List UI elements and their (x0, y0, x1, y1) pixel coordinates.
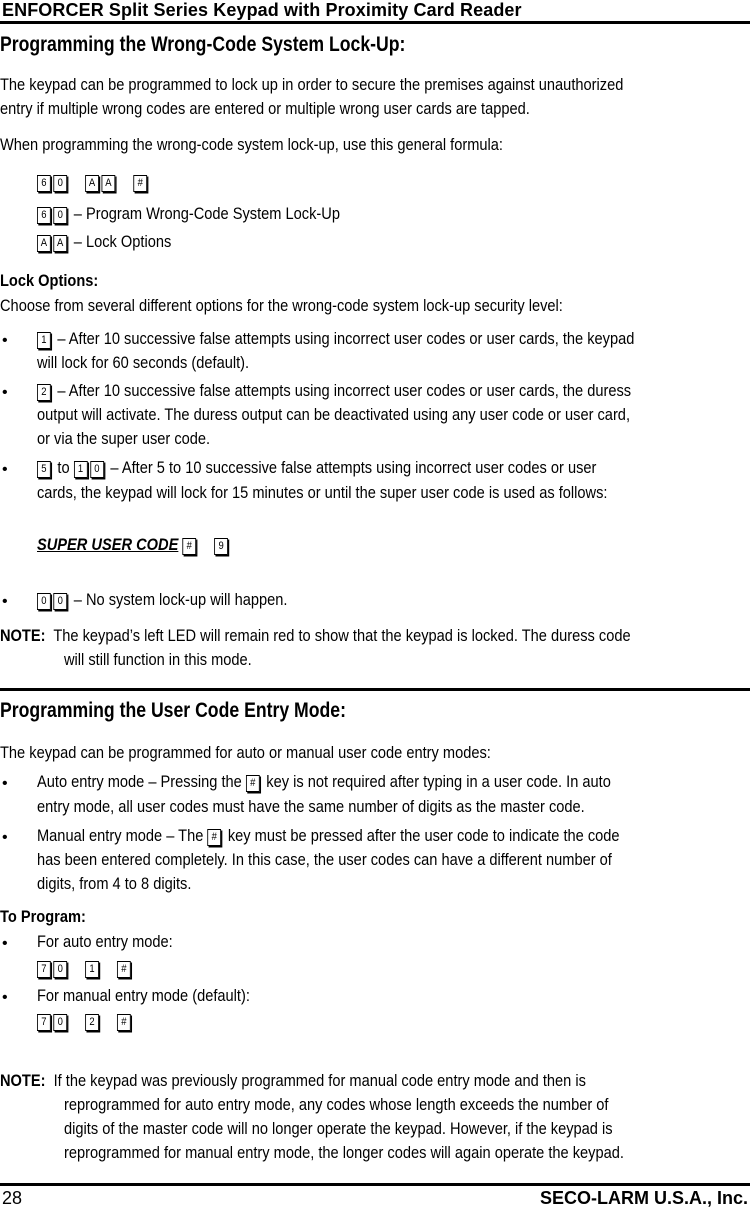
entry-note-line-3: digits of the master code will no longer operate the keypad. However, if the keypad is (64, 1119, 613, 1138)
super-user-code-label: SUPER USER CODE (37, 535, 179, 554)
note-label: NOTE: (0, 626, 46, 645)
manual-entry-line-2: has been entered completely. In this case, the user codes can have a different number of (37, 850, 612, 869)
lock-options-heading: Lock Options: (0, 271, 99, 290)
lockup-formula-intro: When programming the wrong-code system lock-up, use this general formula: (0, 135, 503, 154)
lock-option-2-line-2: output will activate. The duress output can be deactivated using any user code or user card, (37, 405, 631, 424)
bullet: • (2, 935, 8, 952)
lock-option-1-line-1 (37, 327, 634, 351)
key-7: 7 (37, 1014, 51, 1031)
key-a: A (85, 175, 99, 192)
section-title-entry-mode: Programming the User Code Entry Mode: (0, 699, 346, 722)
lockup-intro-line-2: entry if multiple wrong codes are entered or multiple wrong user cards are tapped. (0, 99, 530, 118)
lockup-intro-line-1: The keypad can be programmed to lock up in order to secure the premises against unauthorized (0, 75, 624, 94)
auto-entry-text-a: Auto entry mode – Pressing the (37, 772, 242, 791)
auto-entry-text-b: key is not required after typing in a user code. In auto (266, 772, 611, 791)
lock-option-4-text: – No system lock-up will happen. (73, 590, 288, 609)
key-a: A (37, 235, 51, 252)
super-user-code-sequence (37, 533, 231, 557)
key-a: A (102, 175, 116, 192)
bullet: • (2, 461, 8, 478)
key-hash: # (133, 175, 147, 192)
key-0: 0 (53, 175, 67, 192)
key-hash: # (182, 538, 196, 555)
entry-note-line-1 (0, 1069, 586, 1093)
for-auto-label: For auto entry mode: (37, 932, 173, 951)
section-divider (0, 688, 750, 691)
lockup-note-line-1 (0, 624, 631, 648)
manual-entry-text-a: Manual entry mode – The (37, 826, 204, 845)
for-manual-label: For manual entry mode (default): (37, 986, 250, 1005)
company-name: SECO-LARM U.S.A., Inc. (539, 1188, 748, 1208)
lock-options-intro: Choose from several different options for the wrong-code system lock-up security level: (0, 296, 563, 315)
bullet: • (2, 989, 8, 1006)
note-label: NOTE: (0, 1071, 46, 1090)
lock-option-2-line-3: or via the super user code. (37, 429, 211, 448)
key-2: 2 (85, 1014, 99, 1031)
lock-option-3-to: to (57, 458, 70, 477)
bullet: • (2, 829, 8, 846)
note-text: If the keypad was previously programmed for manual code entry mode and then is (53, 1071, 586, 1090)
key-hash: # (207, 829, 221, 846)
key-7: 7 (37, 961, 51, 978)
key-1: 1 (37, 332, 51, 349)
footer-rule (0, 1183, 750, 1186)
lock-option-3-line-2: cards, the keypad will lock for 15 minutes or until the super user code is used as follows: (37, 483, 608, 502)
bullet: • (2, 384, 8, 401)
bullet: • (2, 775, 8, 792)
key-9: 9 (214, 538, 228, 555)
lock-option-2-line-1 (37, 379, 631, 403)
auto-entry-line-2: entry mode, all user codes must have the same number of digits as the master code. (37, 797, 585, 816)
lockup-legend-60 (37, 202, 340, 226)
lock-option-3-text: – After 5 to 10 successive false attempts using incorrect user codes or user (110, 458, 597, 477)
auto-entry-line-1 (37, 770, 611, 794)
manual-entry-text-b: key must be pressed after the user code to indicate the code (227, 826, 620, 845)
section-title-lockup: Programming the Wrong-Code System Lock-Up: (0, 33, 406, 56)
legend-aa-text: – Lock Options (73, 232, 172, 251)
key-0: 0 (53, 593, 67, 610)
header-rule (0, 21, 750, 24)
key-6: 6 (37, 207, 51, 224)
lockup-legend-aa (37, 230, 171, 254)
key-0: 0 (90, 461, 104, 478)
key-hash: # (117, 961, 131, 978)
lock-option-3-line-1 (37, 456, 596, 480)
lock-option-4 (37, 588, 287, 612)
lockup-note-line-2: will still function in this mode. (64, 650, 252, 669)
key-0: 0 (53, 961, 67, 978)
bullet: • (2, 593, 8, 610)
legend-60-text: – Program Wrong-Code System Lock-Up (73, 204, 340, 223)
key-1: 1 (74, 461, 88, 478)
key-0: 0 (53, 207, 67, 224)
manual-entry-line-1 (37, 824, 620, 848)
document-header-title: ENFORCER Split Series Keypad with Proximity Card Reader (2, 0, 522, 20)
key-1: 1 (85, 961, 99, 978)
lockup-formula (37, 170, 150, 194)
lock-option-1-line-2: will lock for 60 seconds (default). (37, 353, 250, 372)
entry-intro: The keypad can be programmed for auto or manual user code entry modes: (0, 743, 491, 762)
entry-note-line-2: reprogrammed for auto entry mode, any codes whose length exceeds the number of (64, 1095, 609, 1114)
manual-entry-sequence (37, 1009, 133, 1033)
key-0: 0 (53, 1014, 67, 1031)
entry-note-line-4: reprogrammed for manual entry mode, the longer codes will again operate the keypad. (64, 1143, 624, 1162)
key-a: A (53, 235, 67, 252)
key-hash: # (246, 775, 260, 792)
key-5: 5 (37, 461, 51, 478)
lock-option-2-text: – After 10 successive false attempts using incorrect user codes or user cards, the duress (57, 381, 632, 400)
key-6: 6 (37, 175, 51, 192)
bullet: • (2, 332, 8, 349)
lock-option-1-text: – After 10 successive false attempts using incorrect user codes or user cards, the keypad (57, 329, 635, 348)
key-0: 0 (37, 593, 51, 610)
auto-entry-sequence (37, 956, 133, 980)
page-number: 28 (2, 1188, 23, 1208)
key-2: 2 (37, 384, 51, 401)
key-hash: # (117, 1014, 131, 1031)
manual-entry-line-3: digits, from 4 to 8 digits. (37, 874, 192, 893)
note-text: The keypad’s left LED will remain red to show that the keypad is locked. The duress code (53, 626, 631, 645)
to-program-heading: To Program: (0, 907, 86, 926)
